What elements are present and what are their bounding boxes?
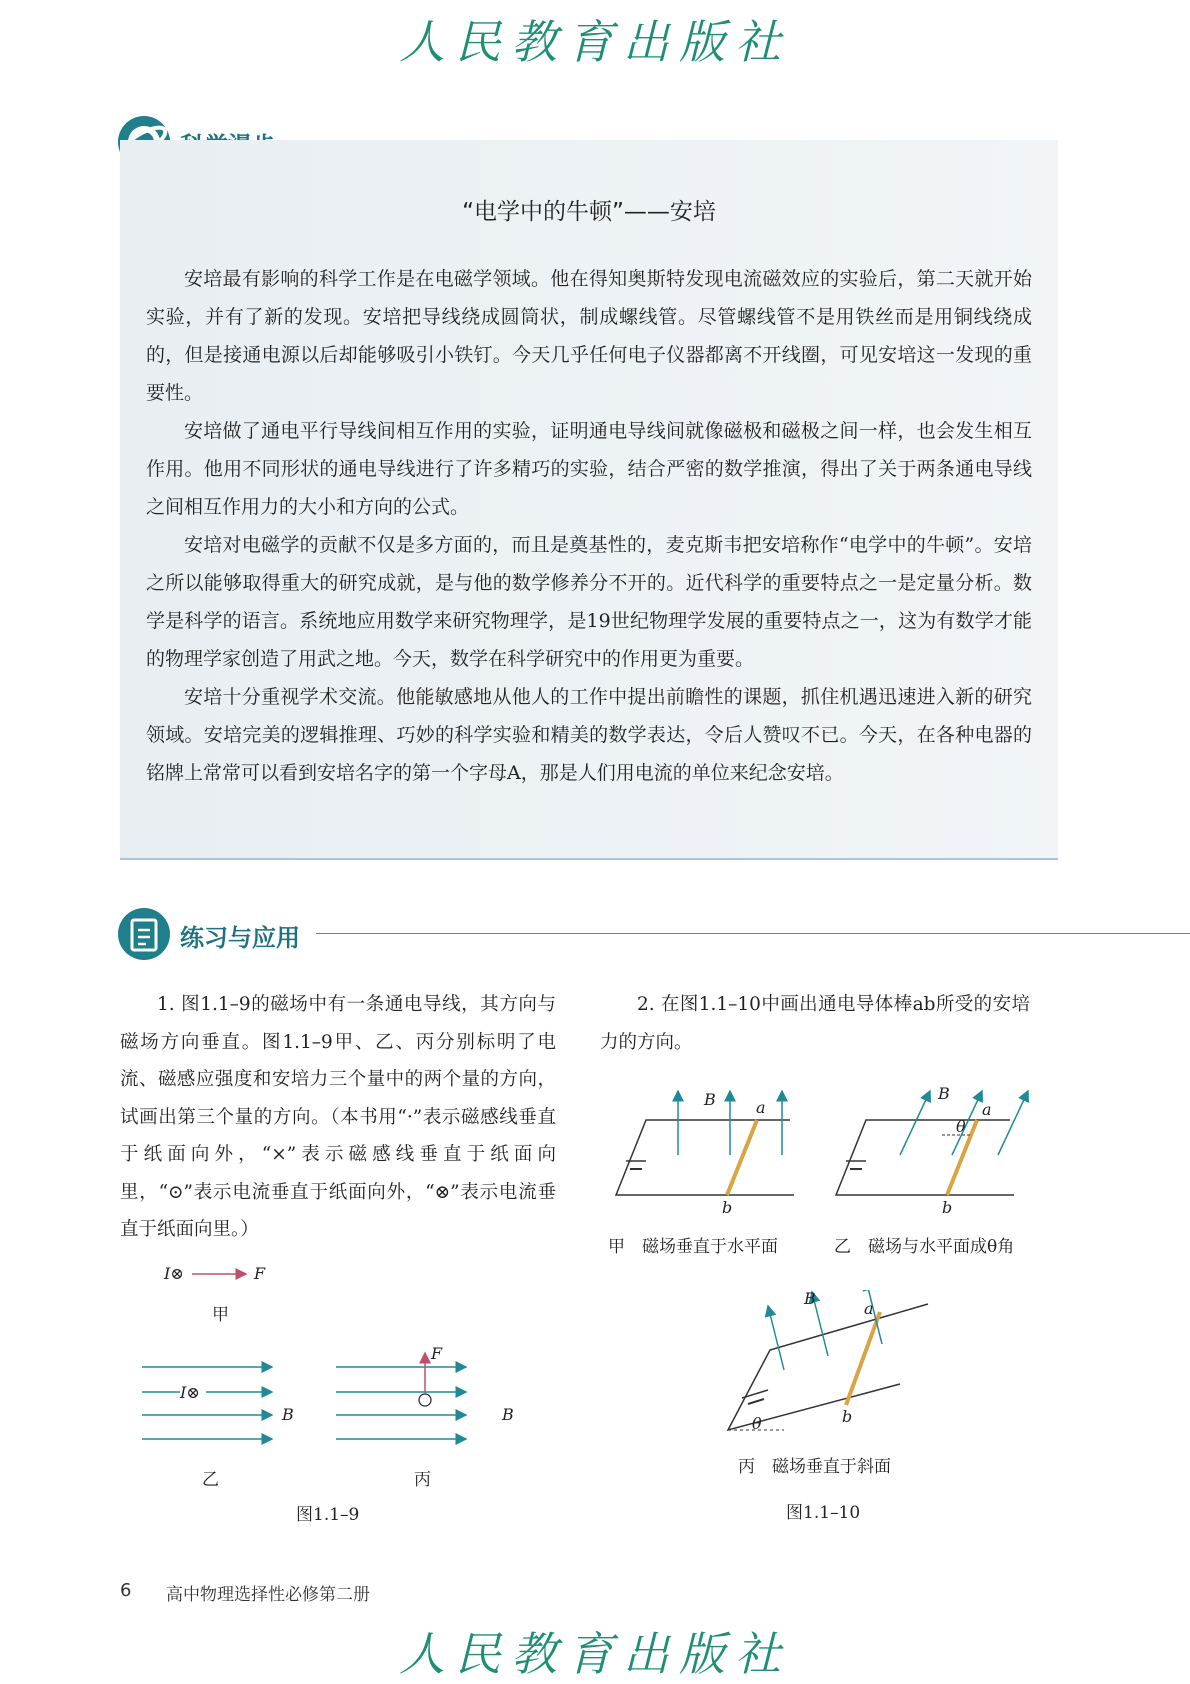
science-reading-box bbox=[120, 140, 1058, 860]
rod-end-a-label: a bbox=[756, 1098, 766, 1117]
figure-1-1-10-jia-caption: 甲 磁场垂直于水平面 bbox=[608, 1237, 778, 1257]
rod-end-b-label: b bbox=[942, 1198, 953, 1217]
figure-1-1-9-caption: 图1.1–9 bbox=[296, 1505, 360, 1525]
notebook-icon bbox=[118, 908, 170, 960]
rod-end-a-label: a bbox=[864, 1299, 874, 1318]
yi-field-lines bbox=[142, 1367, 272, 1439]
science-article-title: “电学中的牛顿”——安培 bbox=[462, 199, 716, 225]
bing-sub-caption: 丙 bbox=[414, 1470, 431, 1490]
figure-1-1-10-bing-caption: 丙 磁场垂直于斜面 bbox=[738, 1457, 891, 1477]
figure-1-1-10-jia bbox=[610, 1085, 810, 1225]
field-label: B bbox=[804, 1290, 816, 1308]
field-label: B bbox=[704, 1090, 716, 1109]
paragraph: 安培做了通电平行导线间相互作用的实验，证明通电导线间就像磁极和磁极之间一样，也会发生相互作用。他用不同形状的通电导线进行了许多精巧的实验，结合严密的数学推演，得出了关于两条通电导线之间相互作用力的大小和方向的公式。 bbox=[146, 420, 1032, 518]
figure-1-1-9 bbox=[140, 1255, 520, 1525]
publisher-logo-top: 人民教育出版社 bbox=[399, 15, 791, 69]
rod-end-a-label: a bbox=[982, 1100, 992, 1119]
practice-section-label: 练习与应用 bbox=[180, 924, 300, 952]
jia-current-label: I⊗ bbox=[164, 1264, 184, 1283]
bing-force-label: F bbox=[431, 1344, 443, 1363]
page-number: 6 bbox=[120, 1580, 132, 1601]
rod-end-b-label: b bbox=[722, 1198, 733, 1217]
bing-field-label: B bbox=[502, 1405, 514, 1424]
conductor-rod bbox=[727, 1120, 757, 1195]
figure-1-1-10-yi bbox=[830, 1085, 1030, 1225]
paragraph: 安培十分重视学术交流。他能敏感地从他人的工作中提出前瞻性的课题，抓住机遇迅速进入新的研究领域。安培完美的逻辑推理、巧妙的科学实验和精美的数学表达，令后人赞叹不已。今天，在各种电器的铭牌上常常可以看到安培名字的第一个字母A，那是人们用电流的单位来纪念安培。 bbox=[146, 686, 1032, 784]
angle-label: θ bbox=[752, 1414, 762, 1433]
figure-1-1-10-bing bbox=[720, 1290, 940, 1440]
publisher-logo-bottom: 人民教育出版社 bbox=[399, 1627, 791, 1681]
yi-sub-caption: 乙 bbox=[202, 1470, 219, 1490]
figure-1-1-10-yi-caption: 乙 磁场与水平面成θ角 bbox=[834, 1237, 1015, 1257]
figure-1-1-10-caption: 图1.1–10 bbox=[786, 1503, 861, 1523]
book-title: 高中物理选择性必修第二册 bbox=[166, 1585, 370, 1605]
field-label: B bbox=[938, 1085, 950, 1103]
yi-field-label: B bbox=[282, 1405, 294, 1424]
jia-sub-caption: 甲 bbox=[212, 1305, 229, 1325]
question-2: 2. 在图1.1–10中画出通电导体棒ab所受的安培力的方向。 bbox=[600, 994, 1030, 1053]
bing-current-symbol bbox=[419, 1394, 431, 1406]
science-article-body bbox=[146, 260, 1032, 792]
yi-current-label: I⊗ bbox=[180, 1383, 200, 1402]
rod-end-b-label: b bbox=[842, 1407, 853, 1426]
paragraph: 安培最有影响的科学工作是在电磁学领域。他在得知奥斯特发现电流磁效应的实验后，第二天就开始实验，并有了新的发现。安培把导线绕成圆筒状，制成螺线管。尽管螺线管不是用铁丝而是用铜线绕成的，但是接通电源以后却能够吸引小铁钉。今天几乎任何电子仪器都离不开线圈，可见安培这一发现的重要性。 bbox=[146, 268, 1032, 404]
practice-header-divider bbox=[316, 933, 1190, 934]
bing-field-lines bbox=[336, 1367, 466, 1439]
paragraph: 安培对电磁学的贡献不仅是多方面的，而且是奠基性的，麦克斯韦把安培称作“电学中的牛顿”。安培之所以能够取得重大的研究成就，是与他的数学修养分不开的。近代科学的重要特点之一是定量分析。数学是科学的语言。系统地应用数学来研究物理学，是19世纪物理学发展的重要特点之一，这为有数学才能的物理学家创造了用武之地。今天，数学在科学研究中的作用更为重要。 bbox=[146, 534, 1032, 670]
question-1: 1. 图1.1–9的磁场中有一条通电导线，其方向与磁场方向垂直。图1.1–9甲、乙、丙分别标明了电流、磁感应强度和安培力三个量中的两个量的方向，试画出第三个量的方向。（本书用“·”表示磁感线垂直于纸面向外，“×”表示磁感线垂直于纸面向里，“⊙”表示电流垂直于纸面向外，“⊗”表示电流垂直于纸面向里。） bbox=[120, 994, 556, 1240]
angle-label: θ bbox=[956, 1117, 966, 1136]
jia-force-label: F bbox=[254, 1264, 266, 1283]
